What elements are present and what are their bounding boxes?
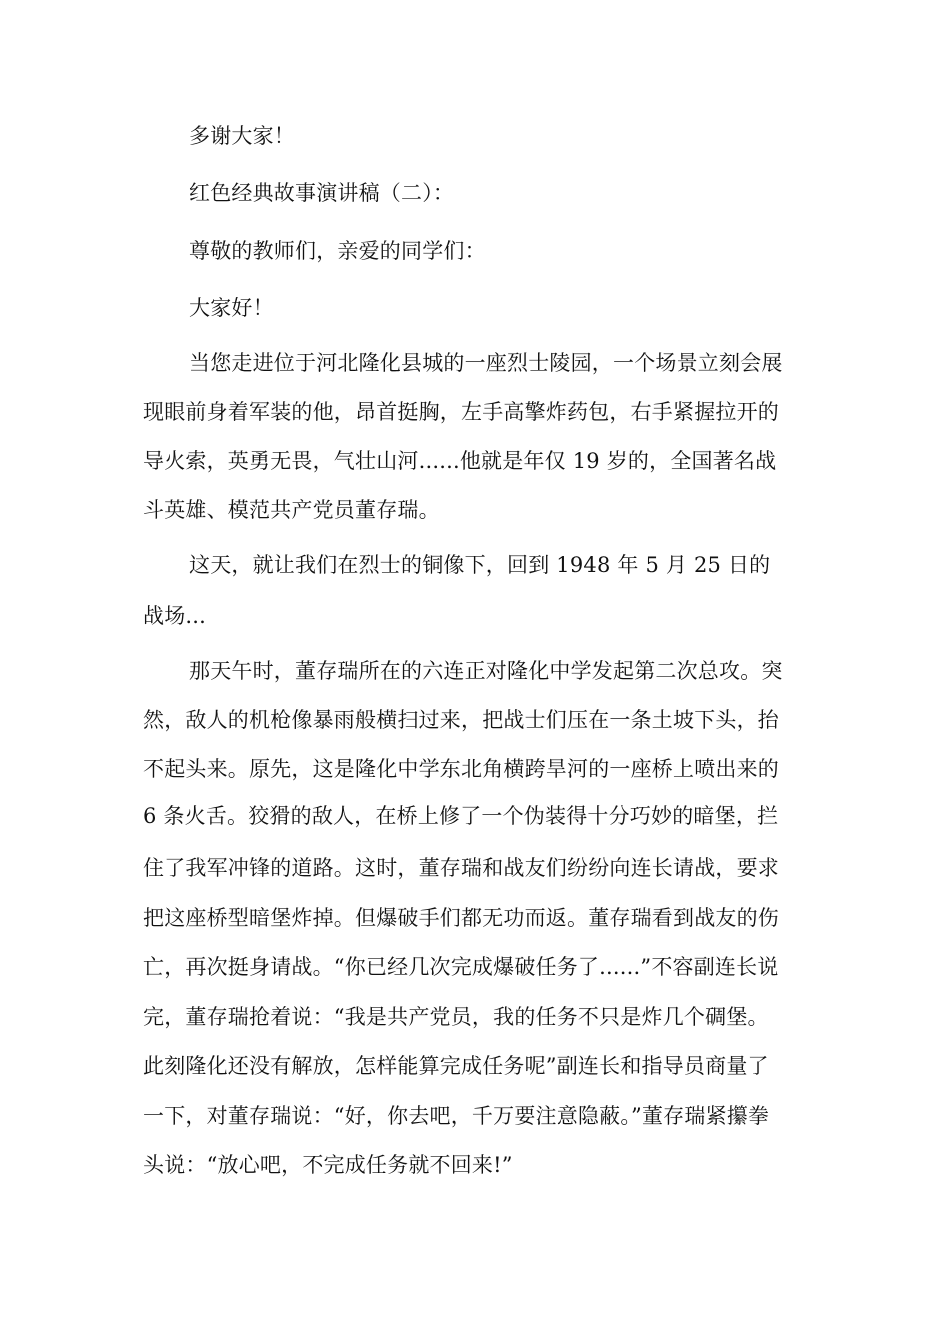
paragraph-line: 不起头来。原先，这是隆化中学东北角横跨旱河的一座桥上喷出来的: [143, 757, 779, 781]
paragraph-line: 然，敌人的机枪像暴雨般横扫过来，把战士们压在一条土坡下头，抬: [143, 708, 779, 732]
paragraph-line: 此刻隆化还没有解放，怎样能算完成任务呢”副连长和指导员商量了: [143, 1054, 769, 1078]
paragraph-line: 把这座桥型暗堡炸掉。但爆破手们都无功而返。董存瑞看到战友的伤: [143, 906, 779, 930]
section-title: 红色经典故事演讲稿（二）：: [189, 181, 455, 205]
paragraph-line: 亡，再次挺身请战。“你已经几次完成爆破任务了......”不容副连长说: [143, 955, 779, 979]
paragraph-line: 头说：“放心吧，不完成任务就不回来!”: [143, 1153, 513, 1177]
paragraph-line: 斗英雄、模范共产党员董存瑞。: [143, 498, 440, 522]
paragraph-line: 现眼前身着军装的他，昂首挺胸，左手高擎炸药包，右手紧握拉开的: [143, 400, 779, 424]
paragraph-line: 完，董存瑞抢着说：“我是共产党员，我的任务不只是炸几个碉堡。: [143, 1005, 769, 1029]
closing-thanks: 多谢大家！: [189, 124, 295, 148]
greeting: 大家好！: [189, 296, 274, 320]
paragraph-line: 一下，对董存瑞说：“好，你去吧，千万要注意隐蔽。”董存瑞紧攥拳: [143, 1104, 770, 1128]
paragraph-line: 当您走进位于河北隆化县城的一座烈士陵园，一个场景立刻会展: [189, 351, 783, 375]
paragraph-line: 住了我军冲锋的道路。这时，董存瑞和战友们纷纷向连长请战，要求: [143, 856, 779, 880]
paragraph-line: 导火索，英勇无畏，气壮山河......他就是年仅 19 岁的，全国著名战: [143, 449, 777, 473]
paragraph-line: 战场...: [143, 604, 207, 628]
paragraph-line: 这天，就让我们在烈士的铜像下，回到 1948 年 5 月 25 日的: [189, 553, 771, 577]
paragraph-line: 那天午时，董存瑞所在的六连正对隆化中学发起第二次总攻。突: [189, 659, 783, 683]
paragraph-line: 6 条火舌。狡猾的敌人，在桥上修了一个伪装得十分巧妙的暗堡，拦: [143, 804, 779, 828]
salutation: 尊敬的教师们，亲爱的同学们：: [189, 239, 486, 263]
